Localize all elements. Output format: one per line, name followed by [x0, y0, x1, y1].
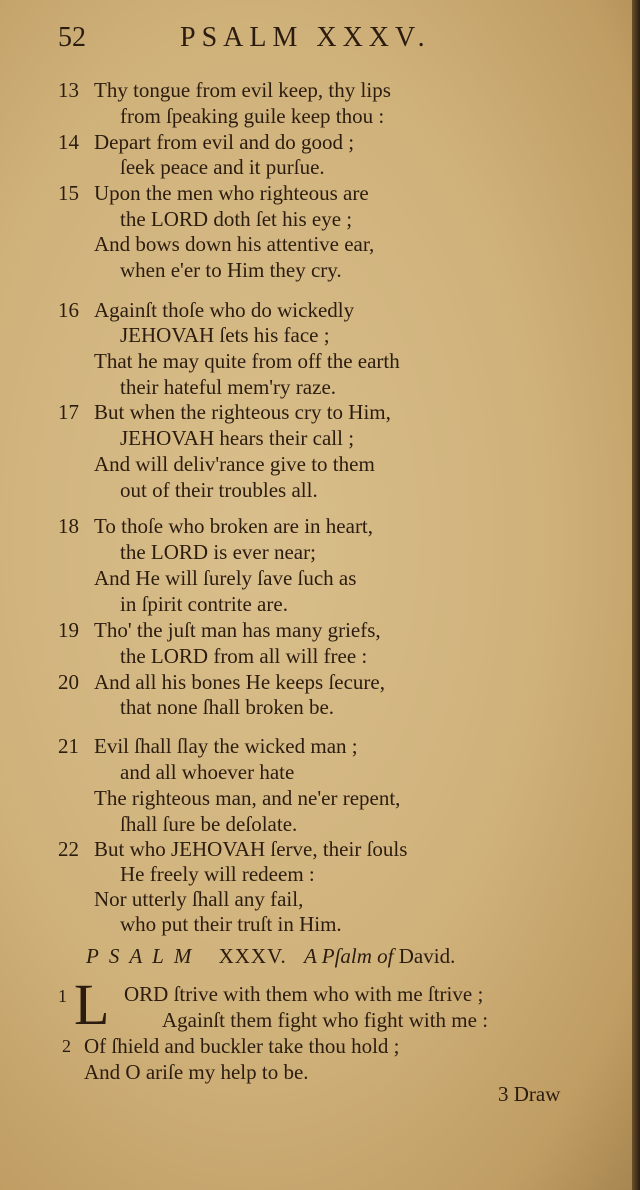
verse-line: And all his bones He keeps ſecure, — [94, 670, 385, 694]
verse-line: And bows down his attentive ear, — [94, 232, 375, 256]
verse-number: 18 — [58, 514, 79, 538]
verse-line: JEHOVAH hears their call ; — [120, 426, 355, 450]
verse-line: He freely will redeem : — [120, 862, 315, 886]
verse-line: Thy tongue from evil keep, thy lips — [94, 78, 391, 102]
verse-line: To thoſe who broken are in heart, — [94, 514, 374, 538]
verse-line: And will deliv'rance give to them — [94, 452, 375, 476]
catchword: 3 Draw — [498, 1082, 561, 1106]
verse-number: 19 — [58, 618, 79, 642]
psalm-heading-number: XXXV. — [218, 944, 287, 968]
verse-number: 16 — [58, 298, 79, 322]
verse-line: Againſt thoſe who do wickedly — [94, 298, 355, 322]
verse-line: JEHOVAH ſets his face ; — [120, 323, 330, 347]
psalm-heading-subtitle: A Pſalm of — [304, 944, 394, 968]
verse-line: that none ſhall broken be. — [120, 695, 335, 719]
verse-line: And O ariſe my help to be. — [84, 1060, 309, 1084]
verse-line: ſhall ſure be deſolate. — [120, 812, 298, 836]
page-header — [58, 22, 578, 62]
verse-line: the LORD from all will free : — [120, 644, 368, 668]
verse-number: 2 — [62, 1036, 71, 1056]
running-title: PSALM XXXV. — [180, 22, 431, 53]
page-number: 52 — [58, 22, 86, 53]
verse-line: out of their troubles all. — [120, 478, 318, 502]
verse-line: the LORD is ever near; — [120, 540, 316, 564]
verse-line: The righteous man, and ne'er repent, — [94, 786, 401, 810]
verse-line: Againſt them fight who fight with me : — [162, 1008, 489, 1032]
verse-line: But who JEHOVAH ſerve, their ſouls — [94, 837, 408, 861]
drop-cap: L — [74, 972, 110, 1037]
verse-line: the LORD doth ſet his eye ; — [120, 207, 353, 231]
verse-number: 1 — [58, 986, 67, 1006]
verse-line: Nor utterly ſhall any fail, — [94, 887, 304, 911]
verse-line: Depart from evil and do good ; — [94, 130, 355, 154]
verse-line: That he may quite from off the earth — [94, 349, 400, 373]
verse-line: ſeek peace and it purſue. — [120, 155, 325, 179]
verse-line: their hateful mem'ry raze. — [120, 375, 337, 399]
verse-number: 13 — [58, 78, 79, 102]
verse-line: Evil ſhall ſlay the wicked man ; — [94, 734, 358, 758]
psalm-heading-author: David. — [398, 944, 456, 968]
verse-line: Upon the men who righteous are — [94, 181, 369, 205]
psalm-heading-title: PSALM — [86, 944, 202, 968]
psalm-heading — [86, 944, 455, 969]
verse-number: 21 — [58, 734, 79, 758]
verse-number: 20 — [58, 670, 79, 694]
verse-line: Tho' the juſt man has many griefs, — [94, 618, 381, 642]
verse-number: 14 — [58, 130, 79, 154]
verse-line: when e'er to Him they cry. — [120, 258, 342, 282]
verse-number: 17 — [58, 400, 79, 424]
verse-line: But when the righteous cry to Him, — [94, 400, 391, 424]
verse-line: who put their truſt in Him. — [120, 912, 342, 936]
verse-line: Of ſhield and buckler take thou hold ; — [84, 1034, 400, 1058]
verse-line: in ſpirit contrite are. — [120, 592, 288, 616]
verse-line: And He will ſurely ſave ſuch as — [94, 566, 357, 590]
verse-line: and all whoever hate — [120, 760, 295, 784]
verse-number: 15 — [58, 181, 79, 205]
book-spine-edge — [632, 0, 640, 1190]
verse-number: 22 — [58, 837, 79, 861]
verse-line: ORD ſtrive with them who with me ſtrive ; — [124, 982, 484, 1006]
verse-line: from ſpeaking guile keep thou : — [120, 104, 385, 128]
